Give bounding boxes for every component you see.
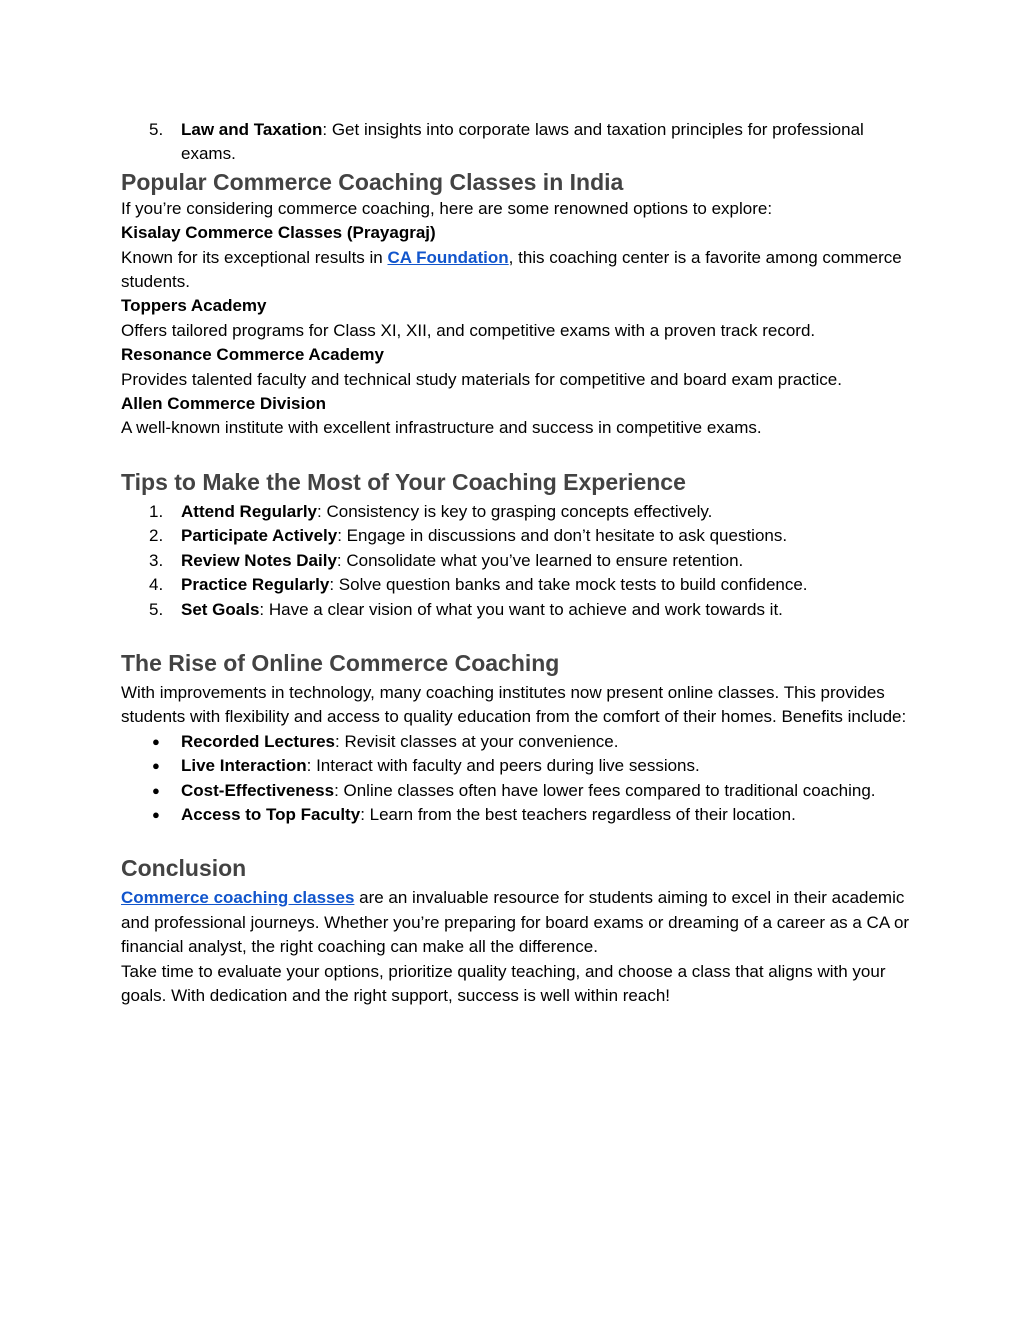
list-item bbox=[121, 524, 911, 548]
bullet-icon: ● bbox=[152, 758, 160, 774]
toppers-title: Toppers Academy bbox=[121, 296, 267, 316]
conclusion-paragraph-2: Take time to evaluate your options, prioritize quality teaching, and choose a class that aligns with your goals. With dedication and the right support, success is well within reach! bbox=[121, 961, 886, 1005]
bullet-icon: ● bbox=[152, 782, 160, 798]
list-item bbox=[121, 118, 911, 167]
list-item-title: Practice Regularly bbox=[181, 575, 330, 595]
conclusion-paragraph-1 bbox=[121, 886, 911, 959]
benefits-list bbox=[121, 730, 911, 828]
toppers-description: Offers tailored programs for Class XI, XII, and competitive exams with a proven track record. bbox=[121, 320, 816, 340]
bullet-icon: ● bbox=[152, 806, 160, 822]
allen-description: A well-known institute with excellent infrastructure and success in competitive exams. bbox=[121, 418, 762, 438]
list-item-text: : Get insights into corporate laws and taxation principles for professional exams. bbox=[181, 120, 864, 164]
list-item-title: Set Goals bbox=[181, 599, 260, 619]
resonance-title: Resonance Commerce Academy bbox=[121, 345, 384, 365]
list-item-text: : Consolidate what you’ve learned to ensure retention. bbox=[336, 550, 744, 570]
conclusion-text: are an invaluable resource for students aiming to excel in their academic and professional journeys. Whether you’re preparing for board exams or dreaming of a career as a CA or financial analyst, the right coaching can make all the difference. bbox=[121, 888, 910, 957]
list-item-text: : Solve question banks and take mock tests to build confidence. bbox=[329, 575, 808, 595]
resonance-description: Provides talented faculty and technical study materials for competitive and board exam practice. bbox=[121, 369, 842, 389]
list-item bbox=[121, 730, 911, 754]
spacer bbox=[121, 441, 911, 467]
kisalay-description bbox=[121, 246, 911, 295]
list-item-title: Recorded Lectures bbox=[181, 731, 335, 751]
online-heading: The Rise of Online Commerce Coaching bbox=[121, 649, 560, 676]
list-number: 3. bbox=[149, 550, 164, 570]
list-number: 2. bbox=[149, 526, 164, 546]
document-body bbox=[121, 118, 911, 1008]
list-item bbox=[121, 598, 911, 622]
list-item-title: Live Interaction bbox=[181, 756, 307, 776]
list-item-text: : Learn from the best teachers regardless of their location. bbox=[360, 804, 796, 824]
intro-list bbox=[121, 118, 911, 167]
spacer bbox=[121, 827, 911, 853]
list-item bbox=[121, 549, 911, 573]
list-item-title: Review Notes Daily bbox=[181, 550, 337, 570]
list-number: 4. bbox=[149, 575, 164, 595]
list-item-title: Access to Top Faculty bbox=[181, 804, 361, 824]
spacer bbox=[121, 622, 911, 648]
list-item-text: : Revisit classes at your convenience. bbox=[335, 731, 619, 751]
tips-list bbox=[121, 500, 911, 622]
commerce-coaching-link[interactable]: Commerce coaching classes bbox=[121, 888, 355, 908]
popular-heading: Popular Commerce Coaching Classes in India bbox=[121, 168, 624, 195]
list-item bbox=[121, 500, 911, 524]
list-item-text: : Interact with faculty and peers during live sessions. bbox=[306, 756, 700, 776]
list-item-text: : Consistency is key to grasping concepts effectively. bbox=[317, 501, 713, 521]
tips-heading: Tips to Make the Most of Your Coaching Experience bbox=[121, 468, 686, 495]
list-item-text: : Online classes often have lower fees compared to traditional coaching. bbox=[334, 780, 876, 800]
list-item-title: Cost-Effectiveness bbox=[181, 780, 335, 800]
list-item-text: : Engage in discussions and don’t hesitate to ask questions. bbox=[337, 526, 788, 546]
list-item-title: Attend Regularly bbox=[181, 501, 318, 521]
allen-title: Allen Commerce Division bbox=[121, 394, 327, 414]
list-item-text: : Have a clear vision of what you want to achieve and work towards it. bbox=[259, 599, 783, 619]
list-number: 1. bbox=[149, 501, 164, 521]
conclusion-heading: Conclusion bbox=[121, 855, 247, 882]
kisalay-text-pre: Known for its exceptional results in bbox=[121, 247, 388, 267]
list-item bbox=[121, 779, 911, 803]
kisalay-title: Kisalay Commerce Classes (Prayagraj) bbox=[121, 223, 436, 243]
list-item bbox=[121, 803, 911, 827]
list-item bbox=[121, 573, 911, 597]
list-number: 5. bbox=[149, 120, 164, 139]
list-number: 5. bbox=[149, 599, 164, 619]
list-item-title: Participate Actively bbox=[181, 526, 338, 546]
list-item bbox=[121, 754, 911, 778]
online-intro: With improvements in technology, many coaching institutes now present online classes. This provides students with flexibility and access to quality education from the comfort of their homes. Benefits include: bbox=[121, 682, 907, 727]
list-item-title: Law and Taxation bbox=[181, 120, 323, 139]
ca-foundation-link[interactable]: CA Foundation bbox=[387, 247, 509, 267]
bullet-icon: ● bbox=[152, 733, 160, 749]
popular-intro: If you’re considering commerce coaching, here are some renowned options to explore: bbox=[121, 198, 773, 218]
kisalay-text-post: , this coaching center is a favorite among commerce students. bbox=[121, 247, 902, 292]
